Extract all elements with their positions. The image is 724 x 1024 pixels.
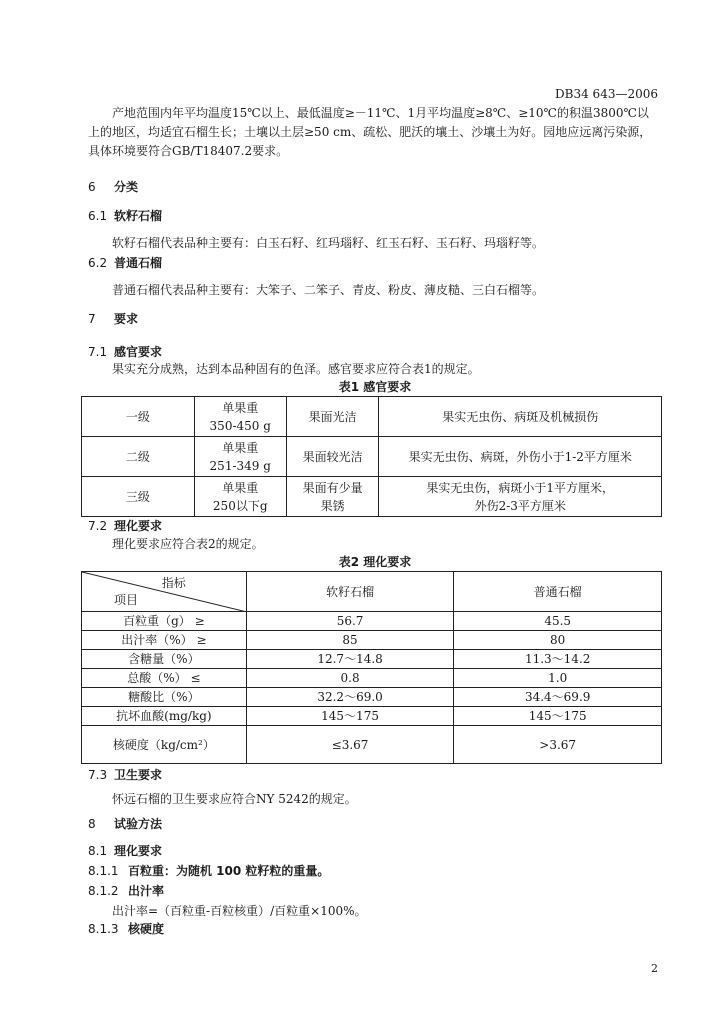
- section-6-1-text: 软籽石榴代表品种主要有：白玉石籽、红玛瑙籽、红玉石籽、玉石籽、玛瑙籽等。: [112, 236, 545, 250]
- table-2-row: [82, 631, 662, 650]
- section-title: 百粒重：为随机 100 粒籽粒的重量。: [128, 864, 330, 878]
- soft-value-cell: [246, 669, 454, 688]
- grade-cell: [82, 477, 195, 517]
- weight-cell-line: 251-349 g: [209, 458, 271, 473]
- section-number: 6.1: [88, 209, 108, 223]
- section-title: 理化要求: [114, 519, 163, 533]
- item-cell: [82, 669, 247, 688]
- item-cell: [82, 631, 247, 650]
- normal-value-cell-line: 34.4～69.9: [524, 690, 591, 704]
- section-6-2-text: 普通石榴代表品种主要有：大笨子、二笨子、青皮、粉皮、薄皮糙、三白石榴等。: [112, 283, 545, 297]
- item-cell: [82, 726, 247, 764]
- section-6-1-heading: [88, 207, 162, 224]
- normal-value-cell: [454, 707, 662, 726]
- soft-value-cell: [246, 707, 454, 726]
- table-2-row: [82, 726, 662, 764]
- table-1-row: [82, 477, 662, 517]
- damage-cell: [379, 437, 662, 477]
- section-7-3-text: 怀远石榴的卫生要求应符合NY 5242的规定。: [112, 792, 357, 806]
- normal-value-cell: [454, 669, 662, 688]
- item-cell-line: 百粒重（g） ≥: [123, 614, 205, 628]
- surface-cell: [286, 477, 379, 517]
- section-number: 8.1: [88, 844, 108, 858]
- section-7-2-heading: [88, 517, 162, 534]
- grade-cell-line: 二级: [125, 449, 150, 464]
- weight-cell: [194, 397, 286, 437]
- surface-cell-line: 果面有少量: [302, 480, 363, 495]
- soft-value-cell: [246, 631, 454, 650]
- normal-value-cell-line: 80: [550, 633, 566, 647]
- section-number: 8: [88, 817, 96, 831]
- section-6-2-heading: [88, 254, 162, 271]
- normal-value-cell-line: 1.0: [548, 671, 568, 685]
- damage-cell: [379, 477, 662, 517]
- weight-cell-line: 单果重: [222, 480, 259, 495]
- section-8-1-heading: [88, 842, 162, 859]
- header-item: 项目: [114, 593, 139, 607]
- section-title: 理化要求: [114, 844, 163, 858]
- section-number: 8.1.3: [88, 922, 119, 936]
- normal-value-cell: [454, 688, 662, 707]
- normal-value-cell-line: >3.67: [539, 737, 577, 752]
- section-7-1-text: 果实充分成熟，达到本品种固有的色泽。感官要求应符合表1的规定。: [112, 362, 480, 376]
- table-2-row: [82, 669, 662, 688]
- section-title: 出汁率: [128, 884, 165, 898]
- table-1-row: [82, 397, 662, 437]
- table-2-header-row: [82, 572, 662, 612]
- item-cell-line: 总酸（%） ≤: [127, 671, 201, 685]
- damage-cell-line: 果实无虫伤，病斑小于1平方厘米，: [426, 480, 615, 495]
- section-title: 普通石榴: [114, 256, 163, 270]
- weight-cell-line: 250以下g: [212, 498, 268, 513]
- section-6-heading: [88, 178, 138, 195]
- section-number: 6: [88, 180, 96, 194]
- item-cell: [82, 612, 247, 631]
- surface-cell-line: 果面较光洁: [302, 449, 363, 464]
- header-normal: 普通石榴: [454, 572, 662, 612]
- section-number: 7.1: [88, 345, 108, 359]
- table-1: [81, 396, 662, 517]
- weight-cell: [194, 477, 286, 517]
- item-cell: [82, 650, 247, 669]
- item-cell-line: 含糖量（%）: [128, 652, 200, 666]
- item-cell: [82, 707, 247, 726]
- surface-cell: [286, 397, 379, 437]
- soft-value-cell: [246, 612, 454, 631]
- item-cell-line: 核硬度（kg/cm²）: [112, 737, 215, 752]
- normal-value-cell: [454, 726, 662, 764]
- section-number: 7: [88, 312, 96, 326]
- damage-cell-line: 外伤2-3平方厘米: [474, 498, 566, 513]
- normal-value-cell-line: 45.5: [544, 614, 572, 628]
- soft-value-cell: [246, 650, 454, 669]
- soft-value-cell-line: 56.7: [336, 614, 364, 628]
- page-number: 2: [651, 962, 658, 975]
- section-number: 7.2: [88, 519, 108, 533]
- table-2-row: [82, 688, 662, 707]
- item-cell-line: 出汁率（%） ≥: [121, 633, 207, 647]
- normal-value-cell: [454, 631, 662, 650]
- grade-cell-line: 一级: [125, 409, 150, 424]
- normal-value-cell: [454, 650, 662, 669]
- grade-cell: [82, 437, 195, 477]
- table-2-row: [82, 650, 662, 669]
- section-8-1-2-text: 出汁率=（百粒重-百粒核重）/百粒重×100%。: [112, 904, 367, 918]
- table-2-row: [82, 612, 662, 631]
- section-7-3-heading: [88, 766, 162, 783]
- weight-cell-line: 单果重: [222, 440, 259, 455]
- section-8-1-1-heading: [88, 862, 329, 879]
- soft-value-cell: [246, 688, 454, 707]
- table-1-row: [82, 437, 662, 477]
- weight-cell-line: 350-450 g: [209, 418, 271, 433]
- section-title: 要求: [114, 312, 139, 326]
- damage-cell-line: 果实无虫伤、病斑及机械损伤: [442, 409, 599, 424]
- section-number: 8.1.2: [88, 884, 119, 898]
- soft-value-cell-line: ≤3.67: [331, 737, 369, 752]
- header-indicator: 指标: [161, 576, 186, 590]
- grade-cell-line: 三级: [125, 489, 150, 504]
- item-cell-line: 抗坏血酸(mg/kg): [116, 709, 212, 723]
- section-title: 核硬度: [128, 922, 165, 936]
- section-title: 感官要求: [114, 345, 163, 359]
- weight-cell: [194, 437, 286, 477]
- section-7-1-heading: [88, 343, 162, 360]
- table-1-caption: 表1 感官要求: [338, 380, 412, 394]
- section-title: 试验方法: [114, 817, 163, 831]
- normal-value-cell: [454, 612, 662, 631]
- table-2: [81, 571, 662, 764]
- soft-value-cell-line: 0.8: [340, 671, 360, 685]
- section-title: 分类: [114, 180, 139, 194]
- item-cell: [82, 688, 247, 707]
- section-8-1-2-heading: [88, 882, 164, 899]
- header-soft: 软籽石榴: [246, 572, 454, 612]
- section-title: 卫生要求: [114, 768, 163, 782]
- surface-cell-line: 果锈: [320, 498, 345, 513]
- section-number: 7.3: [88, 768, 108, 782]
- table-2-row: [82, 707, 662, 726]
- normal-value-cell-line: 11.3～14.2: [524, 652, 591, 666]
- soft-value-cell-line: 85: [342, 633, 358, 647]
- surface-cell-line: 果面光洁: [308, 409, 357, 424]
- damage-cell: [379, 397, 662, 437]
- intro-paragraph: 产地范围内年平均温度15℃以上、最低温度≥－11℃、1月平均温度≥8℃、≥10℃的积温3800℃以上的地区，均适宜石榴生长；土壤以土层≥50 cm、疏松、肥沃的壤土、沙壤土为好。园地应远离污染源，具体环境要符合GB/T18407.2要求。: [88, 106, 652, 158]
- soft-value-cell: [246, 726, 454, 764]
- section-number: 6.2: [88, 256, 108, 270]
- section-7-2-text: 理化要求应符合表2的规定。: [112, 537, 264, 551]
- diagonal-header-cell: [82, 572, 247, 612]
- section-8-heading: [88, 815, 162, 832]
- surface-cell: [286, 437, 379, 477]
- section-number: 8.1.1: [88, 864, 119, 878]
- soft-value-cell-line: 145～175: [321, 709, 379, 723]
- damage-cell-line: 果实无虫伤、病斑，外伤小于1-2平方厘米: [408, 449, 632, 464]
- section-8-1-3-heading: [88, 920, 164, 937]
- section-7-heading: [88, 310, 138, 327]
- standard-code: DB34 643—2006: [555, 87, 658, 101]
- weight-cell-line: 单果重: [222, 400, 259, 415]
- item-cell-line: 糖酸比（%）: [128, 690, 200, 704]
- table-2-caption: 表2 理化要求: [338, 555, 412, 569]
- grade-cell: [82, 397, 195, 437]
- section-title: 软籽石榴: [114, 209, 163, 223]
- soft-value-cell-line: 32.2～69.0: [317, 690, 383, 704]
- soft-value-cell-line: 12.7～14.8: [317, 652, 383, 666]
- normal-value-cell-line: 145～175: [528, 709, 587, 723]
